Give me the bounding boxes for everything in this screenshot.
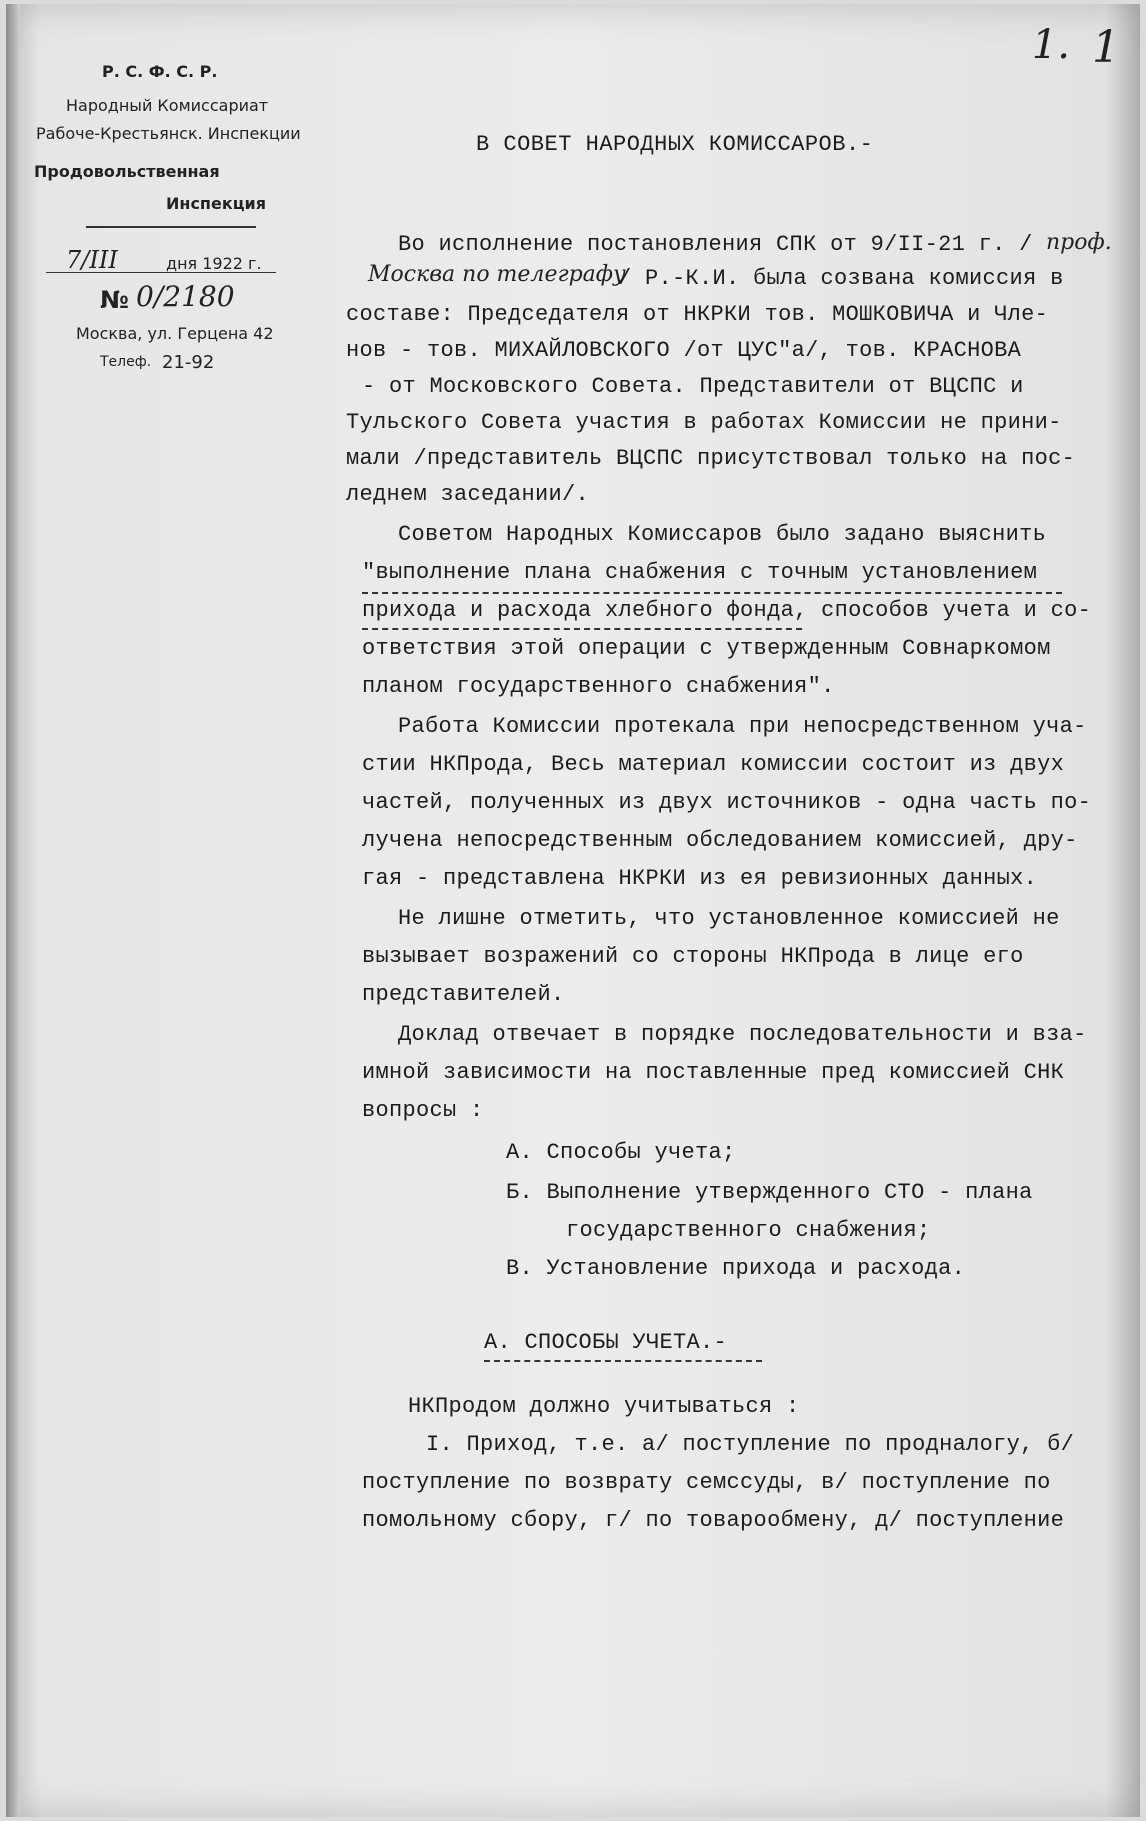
body-line: / Р.-К.И. была созвана комиссия в xyxy=(618,266,1064,291)
handwritten-insert: Москва по телеграфу xyxy=(368,262,626,287)
body-line: Не лишне отметить, что установленное комиссией не xyxy=(398,906,1060,931)
stamp-commissariat-2: Рабоче-Крестьянск. Инспекции xyxy=(36,124,301,143)
body-line: нов - тов. МИХАЙЛОВСКОГО /от ЦУС"а/, тов. КРАСНОВА xyxy=(346,338,1022,363)
body-line: Доклад отвечает в порядке последовательности и вза- xyxy=(398,1022,1087,1047)
body-line: гая - представлена НКРКИ из ея ревизионных данных. xyxy=(362,866,1038,891)
stamp-date-printed: дня 1922 г. xyxy=(166,254,262,273)
stamp-date-rule xyxy=(46,272,276,273)
stamp-phone-label: Телеф. xyxy=(100,354,152,370)
stamp-phone: 21-92 xyxy=(162,352,215,373)
handwritten-insert-2: проф. xyxy=(1046,230,1112,255)
body-line: вопросы : xyxy=(362,1098,484,1123)
document-page xyxy=(6,4,1140,1817)
stamp-department-1: Продовольственная xyxy=(34,162,220,181)
body-line: I. Приход, т.е. а/ поступление по продналогу, б/ xyxy=(426,1432,1075,1457)
body-line: вызывает возражений со стороны НКПрода в лице его xyxy=(362,944,1024,969)
body-line: леднем заседании/. xyxy=(346,482,590,507)
heading-underline xyxy=(484,1360,762,1362)
body-line: стии НКПрода, Весь материал комиссии состоит из двух xyxy=(362,752,1065,777)
underline-dashed xyxy=(362,592,1062,594)
underline-dashed xyxy=(362,628,802,630)
body-line: "выполнение плана снабжения с точным установлением xyxy=(362,560,1038,585)
stamp-department-2: Инспекция xyxy=(166,194,267,213)
handwritten-page-number: 1. xyxy=(1031,22,1070,68)
stamp-number-handwritten: 0/2180 xyxy=(136,280,235,313)
body-line: Советом Народных Комиссаров было задано выяснить xyxy=(398,522,1047,547)
stamp-divider xyxy=(86,226,256,228)
list-item-continuation: государственного снабжения; xyxy=(566,1218,931,1243)
body-line: частей, полученных из двух источников - одна часть по- xyxy=(362,790,1092,815)
body-line: ответствия этой операции с утвержденным Совнаркомом xyxy=(362,636,1051,661)
stamp-country: Р. С. Ф. С. Р. xyxy=(102,62,218,81)
body-line: - от Московского Совета. Представители от ВЦСПС и xyxy=(362,374,1024,399)
stamp-number-label: № xyxy=(100,286,129,314)
stamp-commissariat-1: Народный Комиссариат xyxy=(66,96,269,115)
page-edge-shadow xyxy=(6,4,20,1817)
list-item: А. Способы учета; xyxy=(506,1140,736,1165)
body-line: Работа Комиссии протекала при непосредственном уча- xyxy=(398,714,1087,739)
stamp-address: Москва, ул. Герцена 42 xyxy=(76,324,274,343)
stamp-date-handwritten: 7/III xyxy=(66,246,118,274)
body-line: лучена непосредственным обследованием комиссией, дру- xyxy=(362,828,1078,853)
body-line: Тульского Совета участия в работах Комиссии не прини- xyxy=(346,410,1062,435)
body-line: Во исполнение постановления СПК от 9/II-21 г. / xyxy=(398,232,1033,257)
body-line: планом государственного снабжения". xyxy=(362,674,835,699)
body-line: имной зависимости на поставленные пред комиссией СНК xyxy=(362,1060,1065,1085)
body-line: составе: Председателя от НКРКИ тов. МОШКОВИЧА и Чле- xyxy=(346,302,1049,327)
body-line: представителей. xyxy=(362,982,565,1007)
body-line: помольному сбору, г/ по товарообмену, д/ поступление xyxy=(362,1508,1065,1533)
section-heading: А. СПОСОБЫ УЧЕТА.- xyxy=(484,1330,728,1355)
body-line: мали /представитель ВЦСПС присутствовал только на пос- xyxy=(346,446,1076,471)
body-line: поступление по возврату семссуды, в/ поступление по xyxy=(362,1470,1051,1495)
body-line: прихода и расхода хлебного фонда, способов учета и со- xyxy=(362,598,1092,623)
list-item: Б. Выполнение утвержденного СТО - плана xyxy=(506,1180,1033,1205)
body-line: НКПродом должно учитываться : xyxy=(408,1394,800,1419)
list-item: В. Установление прихода и расхода. xyxy=(506,1256,966,1281)
handwritten-page-number-alt: 1 xyxy=(1092,22,1120,73)
document-title: В СОВЕТ НАРОДНЫХ КОМИССАРОВ.- xyxy=(476,132,874,157)
